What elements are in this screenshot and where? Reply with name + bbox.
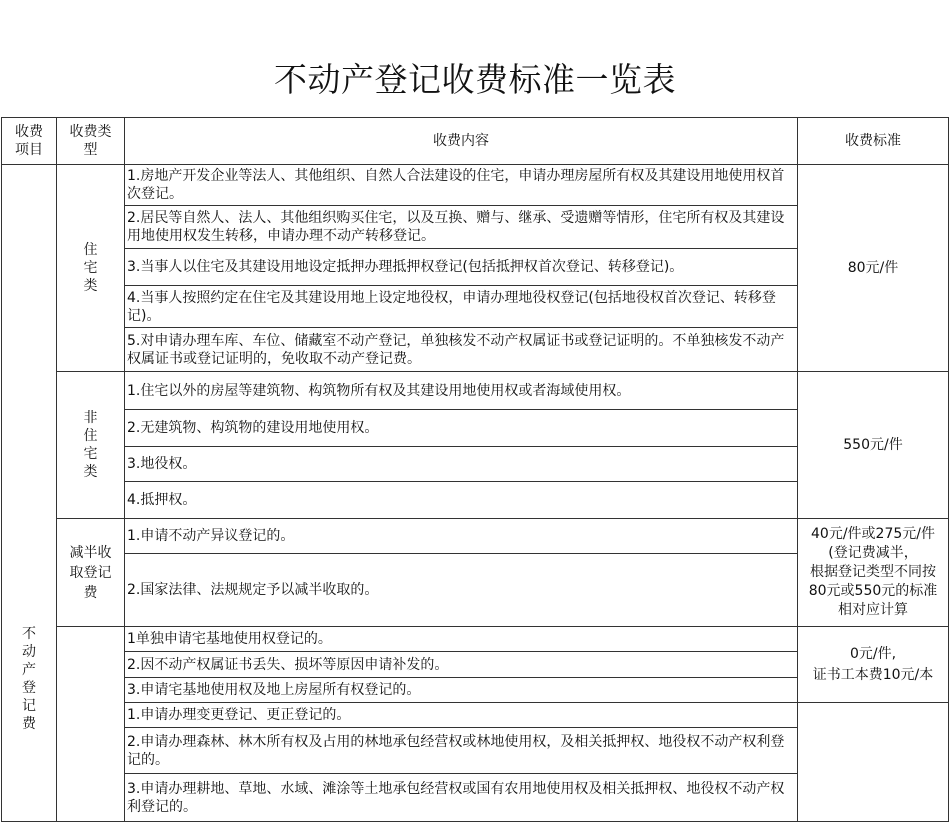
type-cell-residential: 住 宅 类 xyxy=(57,165,125,372)
type-cell-free xyxy=(57,627,125,822)
content-cell: 2.国家法律、法规规定予以减半收取的。 xyxy=(125,554,798,627)
standard-empty xyxy=(798,703,949,822)
content-cell: 1.申请不动产异议登记的。 xyxy=(125,519,798,554)
header-content: 收费内容 xyxy=(125,118,798,165)
content-cell: 4.当事人按照约定在住宅及其建设用地上设定地役权，申请办理地役权登记(包括地役权首次登记、转移登记)。 xyxy=(125,286,798,328)
content-cell: 2.居民等自然人、法人、其他组织购买住宅，以及互换、赠与、继承、受遗赠等情形，住宅所有权及其建设用地使用权发生转移，申请办理不动产转移登记。 xyxy=(125,206,798,249)
page-title: 不动产登记收费标准一览表 xyxy=(274,60,676,99)
content-cell: 1.房地产开发企业等法人、其他组织、自然人合法建设的住宅，申请办理房屋所有权及其建设用地使用权首次登记。 xyxy=(125,165,798,206)
content-cell: 4.抵押权。 xyxy=(125,482,798,519)
standard-half: 40元/件或275元/件 (登记费减半， 根据登记类型不同按 80元或550元的标准 相对应计算 xyxy=(798,519,949,627)
header-standard: 收费标准 xyxy=(798,118,949,165)
content-cell: 1.申请办理变更登记、更正登记的。 xyxy=(125,703,798,728)
header-project: 收费项目 xyxy=(2,118,57,165)
table-row xyxy=(2,627,949,652)
type-cell-half: 减半收 取登记 费 xyxy=(57,519,125,627)
table-row xyxy=(2,519,949,554)
content-cell: 2.无建筑物、构筑物的建设用地使用权。 xyxy=(125,410,798,447)
standard-residential: 80元/件 xyxy=(798,165,949,372)
standard-free: 0元/件, 证书工本费10元/本 xyxy=(798,627,949,703)
content-cell: 2.因不动产权属证书丢失、损坏等原因申请补发的。 xyxy=(125,652,798,678)
table-row xyxy=(2,703,949,728)
content-cell: 2.申请办理森林、林木所有权及占用的林地承包经营权或林地使用权，及相关抵押权、地役权不动产权利登记的。 xyxy=(125,728,798,774)
content-cell: 3.申请办理耕地、草地、水域、滩涂等土地承包经营权或国有农用地使用权及相关抵押权、地役权不动产权利登记的。 xyxy=(125,774,798,822)
table-row xyxy=(2,165,949,206)
header-row xyxy=(2,118,949,165)
header-type: 收费类型 xyxy=(57,118,125,165)
content-cell: 3.地役权。 xyxy=(125,447,798,482)
content-cell: 1单独申请宅基地使用权登记的。 xyxy=(125,627,798,652)
table-row xyxy=(2,372,949,410)
content-cell: 3.申请宅基地使用权及地上房屋所有权登记的。 xyxy=(125,678,798,703)
content-cell: 5.对申请办理车库、车位、储藏室不动产登记，单独核发不动产权属证书或登记证明的。不单独核发不动产权属证书或登记证明的，免收取不动产登记费。 xyxy=(125,328,798,372)
content-cell: 1.住宅以外的房屋等建筑物、构筑物所有权及其建设用地使用权或者海域使用权。 xyxy=(125,372,798,410)
content-cell: 3.当事人以住宅及其建设用地设定抵押办理抵押权登记(包括抵押权首次登记、转移登记)。 xyxy=(125,249,798,286)
type-cell-nonresidential: 非 住 宅 类 xyxy=(57,372,125,519)
standard-nonresidential: 550元/件 xyxy=(798,372,949,519)
fee-table xyxy=(1,117,949,822)
project-cell: 不 动 产 登 记 费 xyxy=(2,165,57,822)
